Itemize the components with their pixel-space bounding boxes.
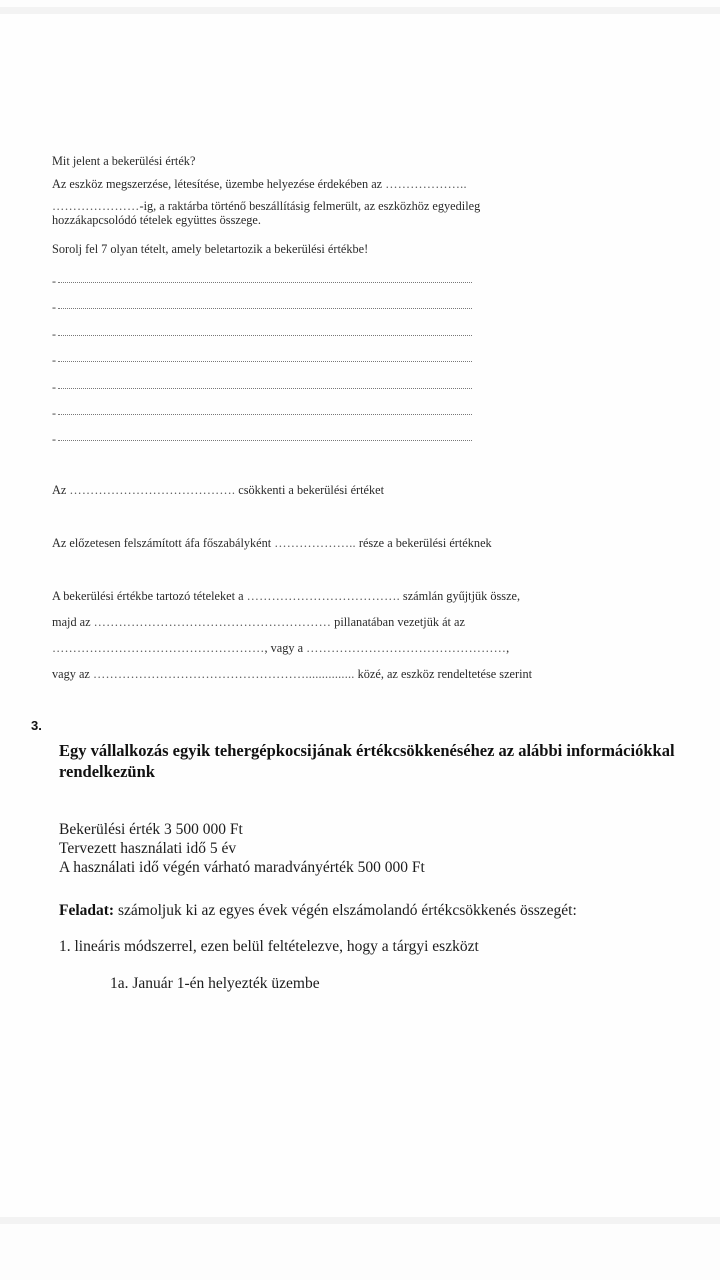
definition-text: Az eszköz megszerzése, létesítése, üzembe helyezése érdekében az: [52, 177, 386, 191]
task-title-line-2: rendelkezünk: [59, 762, 155, 781]
fact-cost-value: Bekerülési érték 3 500 000 Ft: [59, 821, 243, 838]
list-dash: -: [52, 327, 56, 341]
sentence-text: vagy az: [52, 667, 93, 681]
collect-line-1: [52, 590, 520, 602]
task-instruction: [59, 903, 577, 919]
collect-line-4: [52, 668, 532, 680]
list-dash: -: [52, 300, 56, 314]
fill-blank[interactable]: ………………………………….: [69, 483, 236, 497]
sentence-text: közé, az eszköz rendeltetése szerint: [354, 667, 533, 681]
answer-line[interactable]: [52, 380, 472, 394]
dotted-line: [58, 388, 472, 389]
fact-useful-life: Tervezett használati idő 5 év: [59, 840, 237, 857]
top-scroll-divider: [0, 7, 720, 14]
sentence-text: Az: [52, 483, 70, 497]
sentence-text: , vagy a: [264, 641, 307, 655]
list-dash: -: [52, 353, 56, 367]
sentence-text: pillanatában vezetjük át az: [331, 615, 465, 629]
answer-line[interactable]: [52, 432, 472, 446]
question-heading: Mit jelent a bekerülési érték?: [52, 154, 196, 168]
definition-text: -ig, a raktárba történő beszállításig felmerült, az eszközhöz egyedileg: [139, 199, 481, 213]
list-dash: -: [52, 380, 56, 394]
fact-residual-value: A használati idő végén várható maradványérték 500 000 Ft: [59, 859, 425, 876]
answer-line[interactable]: [52, 300, 472, 314]
dotted-line: [58, 282, 472, 283]
fill-blank[interactable]: ……………………………………………...............: [92, 667, 355, 681]
collect-line-3: [52, 642, 509, 654]
task-number: 3.: [31, 718, 42, 733]
list-dash: -: [52, 406, 56, 420]
answer-line[interactable]: [52, 327, 472, 341]
definition-line-1: [52, 178, 467, 190]
list-prompt: Sorolj fel 7 olyan tételt, amely beletartozik a bekerülési értékbe!: [52, 242, 369, 256]
fill-blank[interactable]: …………………………………………………: [93, 615, 332, 629]
dotted-line: [58, 440, 472, 441]
dotted-line: [58, 335, 472, 336]
sentence-text: csökkenti a bekerülési értéket: [235, 483, 385, 497]
task-label: Feladat:: [59, 902, 115, 919]
sentence-text: A bekerülési értékbe tartozó tételeket a: [52, 589, 247, 603]
collect-line-2: [52, 616, 465, 628]
vat-sentence: [52, 537, 492, 549]
dotted-line: [58, 414, 472, 415]
sentence-text: része a bekerülési értéknek: [355, 536, 492, 550]
sentence-text: Az előzetesen felszámított áfa főszabályként: [52, 536, 275, 550]
sentence-text: ,: [506, 641, 510, 655]
subtask-1: 1. lineáris módszerrel, ezen belül feltételezve, hogy a tárgyi eszközt: [59, 938, 479, 955]
fill-blank[interactable]: …………………………………………: [306, 641, 507, 655]
answer-line[interactable]: [52, 353, 472, 367]
dotted-line: [58, 308, 472, 309]
subtask-1a: 1a. Január 1-én helyezték üzembe: [110, 975, 320, 992]
bottom-scroll-divider: [0, 1217, 720, 1224]
fill-blank[interactable]: ………………..: [385, 177, 467, 191]
fill-blank[interactable]: ……………………………….: [246, 589, 400, 603]
sentence-text: számlán gyűjtjük össze,: [399, 589, 521, 603]
sentence-text: majd az: [52, 615, 94, 629]
dotted-line: [58, 361, 472, 362]
answer-line[interactable]: [52, 274, 472, 288]
fill-blank[interactable]: …………………: [52, 199, 140, 213]
definition-line-3: hozzákapcsolódó tételek együttes összege.: [52, 213, 261, 227]
list-dash: -: [52, 432, 56, 446]
definition-line-2: [52, 200, 480, 212]
fill-blank[interactable]: ………………..: [274, 536, 356, 550]
task-text: számoljuk ki az egyes évek végén elszámolandó értékcsökkenés összegét:: [114, 902, 577, 919]
fill-blank[interactable]: ……………………………………………: [52, 641, 265, 655]
answer-line[interactable]: [52, 406, 472, 420]
reduces-sentence: [52, 484, 384, 496]
task-title-line-1: Egy vállalkozás egyik tehergépkocsijának értékcsökkenéséhez az alábbi információkkal: [59, 741, 675, 760]
list-dash: -: [52, 274, 56, 288]
